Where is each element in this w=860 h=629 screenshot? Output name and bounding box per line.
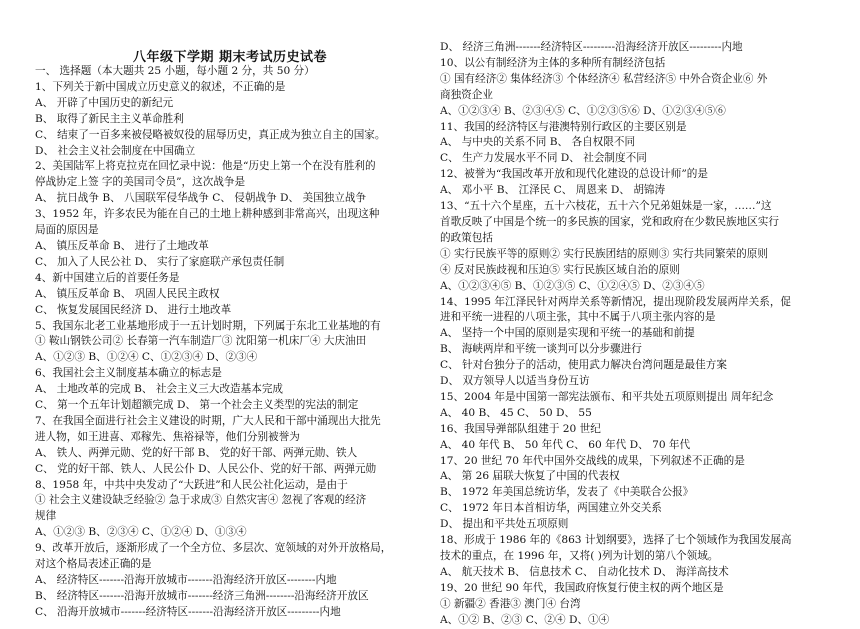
text-line: 2、美国陆军上将克拉克在回忆录中说：他是“历史上第一个在没有胜利的 — [35, 160, 376, 173]
text-line: C、 第一个五年计划超额完成 D、 第一个社会主义类型的宪法的制定 — [35, 399, 359, 412]
text-line: D、 双方领导人以适当身份互访 — [440, 375, 590, 388]
text-line: A、 航天技术 B、 信息技术 C、 自动化技术 D、 海洋高技术 — [440, 565, 729, 578]
text-line: 9、改革开放后，逐渐形成了一个全方位、多层次、宽领域的对外开放格局， — [35, 542, 392, 555]
text-line: 7、在我国全面进行社会主义建设的时期，广大人民和干部中涌现出大批先 — [35, 414, 381, 427]
text-line: B、 海峡两岸和平统一谈判可以分步骤进行 — [440, 343, 642, 356]
text-line: 17、20 世纪 70 年代中国外交战线的成果，下列叙述不正确的是 — [440, 454, 745, 467]
text-line: 对这个格局表述正确的是 — [35, 558, 152, 571]
text-line: ① 国有经济② 集体经济③ 个体经济④ 私营经济⑤ 中外合资企业⑥ 外 — [440, 72, 768, 85]
left-column-text — [35, 40, 430, 621]
text-line: A、 坚持一个中国的原则是实现和平统一的基础和前提 — [440, 327, 695, 340]
text-line: D、 经济三角洲-------经济特区---------沿海经济开放区---------内地 — [440, 41, 743, 53]
text-line: A、 镇压反革命 B、 巩固人民民主政权 — [35, 287, 220, 300]
text-line: 15、2004 年是中国第一部宪法颁布、和平共处五项原则提出 周年纪念 — [440, 390, 774, 403]
text-line: 8、1958 年，中共中央发动了“大跃进”和人民公社化运动，是由于 — [35, 478, 348, 491]
text-line: A、 第 26 届联大恢复了中国的代表权 — [440, 470, 620, 483]
text-line: B、 1972 年美国总统访华，发表了《中美联合公报》 — [440, 486, 694, 499]
text-line: A、①②③④⑤ B、①②③⑤ C、①②④⑤ D、②③④⑤ — [440, 279, 705, 292]
right-column-text — [440, 40, 835, 629]
text-line: A、 经济特区-------沿海开放城市-------沿海经济开放区--------内地 — [35, 574, 337, 586]
left-column — [35, 40, 430, 621]
text-line: D、 社会主义社会制度在中国确立 — [35, 144, 196, 157]
text-line: A、 铁人、两弹元勋、党的好干部 B、 党的好干部、两弹元勋、铁人 — [35, 446, 358, 459]
text-line: ① 社会主义建设缺乏经验② 急于求成③ 自然灾害④ 忽视了客观的经济 — [35, 494, 367, 507]
text-line: 12、被誉为“我国改革开放和现代化建设的总设计师”的是 — [440, 168, 708, 181]
text-line: A、 与中央的关系不同 B、 各自权限不同 — [440, 136, 636, 149]
text-line: 停战协定上签 字的美国司令员”，这次战争是 — [35, 176, 246, 189]
text-line: 进和平统一进程的八项主张，其中不属于八项主张内容的是 — [440, 311, 716, 324]
text-line: 14、1995 年江泽民针对两岸关系等新情况，提出现阶段发展两岸关系，促 — [440, 295, 792, 308]
text-line: 的政策包括 — [440, 231, 493, 244]
text-line: A、 40 年代 B、 50 年代 C、 60 年代 D、 70 年代 — [440, 438, 691, 451]
text-line: A、 抗日战争 B、 八国联军侵华战争 C、 侵朝战争 D、 美国独立战争 — [35, 192, 367, 205]
text-line: 局面的原因是 — [35, 224, 99, 237]
text-line: 18、形成于 1986 年的《863 计划纲要》，选择了七个领域作为我国发展高 — [440, 534, 792, 547]
text-line: 19、20 世纪 90 年代，我国政府恢复行使主权的两个地区是 — [440, 581, 724, 594]
text-line: 16、我国导弹部队组建于 20 世纪 — [440, 422, 601, 435]
text-line: B、 经济特区-------沿海开放城市-------经济三角洲--------沿海经济开放区 — [35, 589, 369, 602]
text-line: A、①②③④ B、②③④⑤ C、①②③⑤⑥ D、①②③④⑤⑥ — [440, 104, 726, 117]
text-line: A、 邓小平 B、 江泽民 C、 周恩来 D、 胡锦涛 — [440, 184, 666, 197]
text-line: C、 1972 年日本首相访华，两国建立外交关系 — [440, 502, 662, 515]
text-line: A、 40 B、 45 C、 50 D、 55 — [440, 406, 592, 419]
text-line: ① 鞍山钢铁公司② 长春第一汽车制造厂③ 沈阳第一机床厂④ 大庆油田 — [35, 335, 367, 348]
text-line: 技术的重点，在 1996 年，又将( )列为计划的第八个领域。 — [440, 550, 719, 562]
text-line: 6、我国社会主义制度基本确立的标志是 — [35, 367, 222, 380]
text-line: C、 恢复发展国民经济 D、 进行土地改革 — [35, 303, 232, 316]
text-line: A、 镇压反革命 B、 进行了土地改革 — [35, 239, 209, 252]
text-line: 3、1952 年，许多农民为能在自己的土地上耕种感到非常高兴，出现这种 — [35, 208, 380, 221]
text-line: D、 提出和平共处五项原则 — [440, 518, 569, 531]
text-line: B、 取得了新民主主义革命胜利 — [35, 112, 184, 125]
text-line: A、①②③ B、②③④ C、①②④ D、①③④ — [35, 526, 247, 539]
text-line: C、 加入了人民公社 D、 实行了家庭联产承包责任制 — [35, 255, 285, 268]
text-line: ① 实行民族平等的原则② 实行民族团结的原则③ 实行共同繁荣的原则 — [440, 247, 768, 260]
text-line: 4、新中国建立后的首要任务是 — [35, 271, 180, 284]
text-line: A、 开辟了中国历史的新纪元 — [35, 96, 174, 109]
text-line: 规律 — [35, 510, 57, 523]
text-line: 5、我国东北老工业基地形成于一五计划时期，下列属于东北工业基地的有 — [35, 319, 381, 332]
right-column — [440, 40, 835, 629]
text-line: 进人物，如王进喜、邓稼先、焦裕禄等，他们分别被誉为 — [35, 430, 300, 443]
text-line: ① 新疆② 香港③ 澳门④ 台湾 — [440, 597, 581, 610]
text-line: 1、下列关于新中国成立历史意义的叙述，不正确的是 — [35, 80, 286, 93]
text-line: A、 土地改革的完成 B、 社会主义三大改造基本完成 — [35, 383, 284, 396]
text-line: C、 沿海开放城市-------经济特区-------沿海经济开放区---------内地 — [35, 605, 341, 618]
exam-title: 八年级下学期 期末考试历史试卷 — [132, 50, 328, 65]
text-line: C、 党的好干部、铁人、人民公仆 D、人民公仆、党的好干部、两弹元勋 — [35, 462, 377, 475]
text-line: 10、以公有制经济为主体的多种所有制经济包括 — [440, 56, 666, 69]
text-line: 11、我国的经济特区与港澳特别行政区的主要区别是 — [440, 120, 687, 133]
text-line: 首歌反映了中国是个统一的多民族的国家，党和政府在少数民族地区实行 — [440, 215, 779, 228]
text-line: C、 结束了一百多来被侵略被奴役的屈辱历史，真正成为独立自主的国家。 — [35, 128, 386, 141]
text-line: ④ 反对民族歧视和压迫⑤ 实行民族区域自治的原则 — [440, 263, 680, 276]
text-line: C、 生产力发展水平不同 D、 社会制度不同 — [440, 152, 647, 165]
text-line: A、①②③ B、①②④ C、①②③④ D、②③④ — [35, 351, 258, 364]
text-line: 一、 选择题（本大题共 25 小题，每小题 2 分，共 50 分） — [35, 65, 315, 77]
text-line: 13、“五十六个星座，五十六枝花，五十六个兄弟姐妹是一家，……”这 — [440, 200, 772, 213]
text-line: C、 针对台独分子的活动，使用武力解决台湾问题是最佳方案 — [440, 359, 727, 372]
text-line: A、①② B、②③ C、②④ D、①④ — [440, 613, 610, 626]
text-line: 商独资企业 — [440, 88, 493, 101]
